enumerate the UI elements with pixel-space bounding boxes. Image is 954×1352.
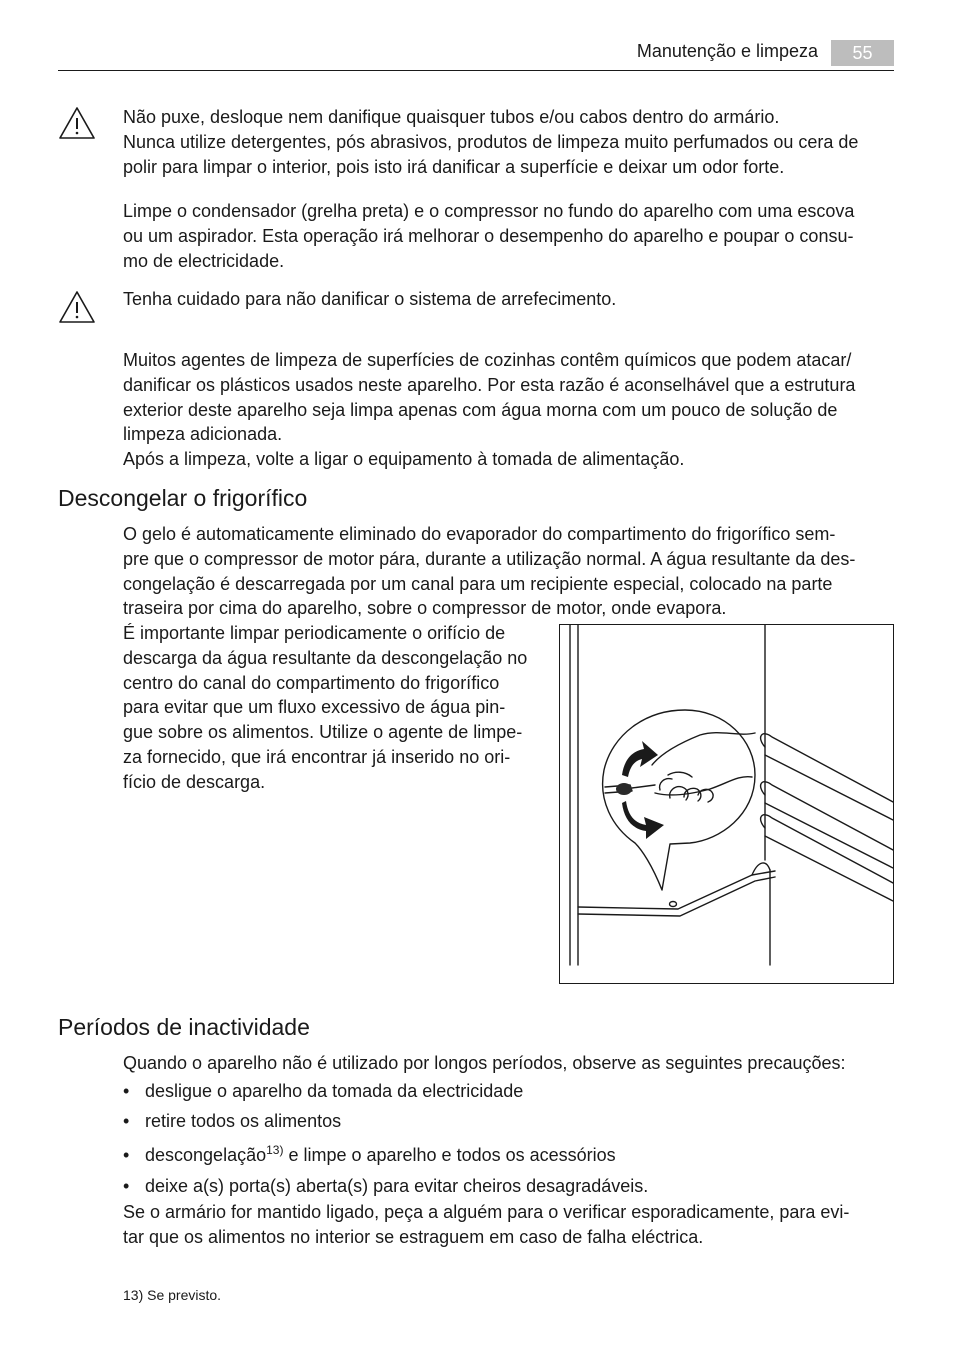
text-line: danificar os plásticos usados neste aparelho. Por esta razão é aconselhável que a estrutura [123,374,856,395]
footnote: 13) Se previsto. [123,1287,222,1303]
text-line: Não puxe, desloque nem danifique quaisquer tubos e/ou cabos dentro do armário. [123,107,780,127]
text-line: za fornecido, que irá encontrar já inserido no ori- [123,746,511,767]
defrost-intro-paragraph [123,522,895,621]
bullet-marker: • [123,1081,130,1101]
bullet-item-defrost [123,1143,616,1166]
bullet-marker: • [123,1145,130,1165]
condenser-paragraph [123,199,895,273]
text-line: O gelo é automaticamente eliminado do evaporador do compartimento do frigorífico sem- [123,524,836,544]
bullet-item-remove-food [123,1111,341,1132]
warning-triangle-icon [58,106,96,140]
text-line: polir para limpar o interior, pois isto irá danificar a superfície e deixar um odor forte. [123,156,785,177]
text-line: limpeza adicionada. [123,424,283,445]
text-line: Muitos agentes de limpeza de superfícies de cozinhas contêm químicos que podem atacar/ [123,350,852,370]
bullet-text: e limpe o aparelho e todos os acessórios [283,1145,616,1165]
text-line: centro do canal do compartimento do frigorífico [123,672,500,693]
section-header-title: Manutenção e limpeza [636,41,818,61]
warning-triangle-icon [58,290,96,324]
text-line: Se o armário for mantido ligado, peça a alguém para o verificar esporadicamente, para evi- [123,1202,850,1222]
header-rule [58,70,894,71]
text-line: mo de electricidade. [123,250,285,271]
bullet-item-unplug [123,1081,523,1102]
text-line: Após a limpeza, volte a ligar o equipamento à tomada de alimentação. [123,449,685,470]
drain-paragraph [123,621,548,795]
bullet-text: descongelação [145,1145,267,1165]
bullet-marker: • [123,1176,130,1196]
footnote-reference: 13) [266,1143,284,1157]
bullet-marker: • [123,1111,130,1131]
text-line: para evitar que um fluxo excessivo de água pin- [123,697,506,718]
text-line: fício de descarga. [123,771,266,792]
text-line: gue sobre os alimentos. Utilize o agente de limpe- [123,722,523,743]
text-line: pre que o compressor de motor pára, durante a utilização normal. A água resultante da des- [123,548,856,569]
cleaning-agents-paragraph [123,348,895,472]
bullet-text: deixe a(s) porta(s) aberta(s) para evitar cheiros desagradáveis. [145,1176,649,1196]
text-line: É importante limpar periodicamente o orifício de [123,623,506,643]
bullet-item-open-doors [123,1176,648,1197]
text-line: descarga da água resultante da descongelação no [123,647,528,668]
text-line: congelação é descarregada por um canal para um recipiente especial, colocado na parte [123,573,833,594]
text-line: tar que os alimentos no interior se estraguem em caso de falha eléctrica. [123,1226,704,1247]
text-line: Limpe o condensador (grelha preta) e o compressor no fundo do aparelho com uma escova [123,201,855,221]
drain-cleaning-illustration [559,624,894,984]
bullet-text: retire todos os alimentos [145,1111,342,1131]
text-line: exterior deste aparelho seja limpa apenas com água morna com um pouco de solução de [123,399,838,420]
text-line: Nunca utilize detergentes, pós abrasivos, produtos de limpeza muito perfumados ou cera de [123,131,859,152]
warning-text-2 [123,287,895,312]
text-line: ou um aspirador. Esta operação irá melhorar o desempenho do aparelho e poupar o consu- [123,225,854,246]
text-line: traseira por cima do aparelho, sobre o compressor de motor, onde evapora. [123,598,727,619]
text-line: Tenha cuidado para não danificar o sistema de arrefecimento. [123,289,617,309]
page-number-badge: 55 [831,40,894,66]
section-heading-inactivity: Períodos de inactividade [58,1014,310,1040]
text-line: Quando o aparelho não é utilizado por longos períodos, observe as seguintes precauções: [123,1053,846,1073]
warning-text-1 [123,105,895,179]
drain-cleaning-illustration-svg [560,625,894,984]
bullet-text: desligue o aparelho da tomada da electricidade [145,1081,524,1101]
section-heading-defrost: Descongelar o frigorífico [58,485,308,511]
inactivity-intro [123,1051,895,1076]
inactivity-closing-paragraph [123,1200,895,1250]
